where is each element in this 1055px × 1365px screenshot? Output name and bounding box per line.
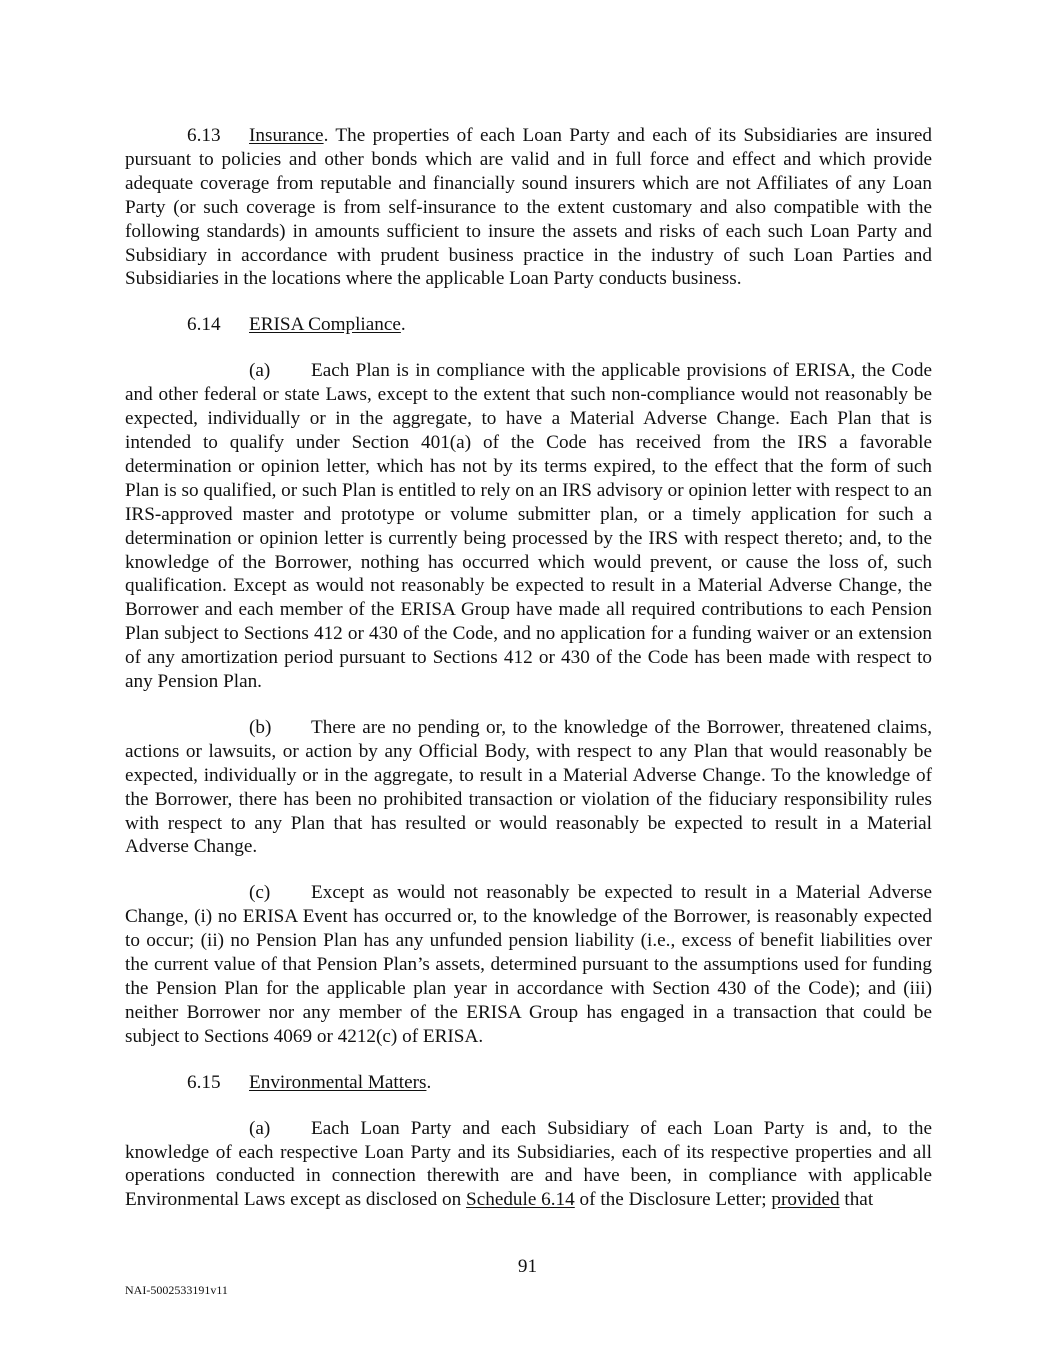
clause-label: (a) [249,1117,271,1139]
clause-text: There are no pending or, to the knowledge of the Borrower, threatened claims, actions or lawsuits, or action by any Official Body, with respect to any Plan that would reasonably be expected, individually or in the aggregate, to result in a Material Adverse Change. To the knowledge of the Borrower, there has been no prohibited transaction or violation of the fiduciary responsibility rules with respect to any Plan that has resulted or would reasonably be expected to result in a Material Adverse Change. [125,716,932,858]
section-6-14-a [125,359,932,694]
section-6-13 [125,124,932,291]
section-title: ERISA Compliance [249,314,401,336]
section-6-14-heading [125,313,932,337]
section-body: The properties of each Loan Party and each of its Subsidiaries are insured pursuant to policies and other bonds which are valid and in full force and effect and which provide adequate coverage from reputable and financially sound insurers which are not Affiliates of any Loan Party (or such coverage is from self-insurance to the extent customary and also compatible with the following standards) in amounts sufficient to insure the assets and risks of each such Loan Party and Subsidiary in accordance with prudent business practice in the industry of such Loan Parties and Subsidiaries in the locations where the applicable Loan Party conducts business. [125,125,932,290]
document-page [125,124,932,1212]
clause-text-continued: of the Disclosure Letter; [574,1189,772,1211]
document-id: NAI-5002533191v11 [125,1283,228,1297]
section-6-14-b [125,716,932,859]
clause-label: (c) [249,882,271,904]
section-title-period: . [323,125,329,146]
clause-text: Except as would not reasonably be expected to result in a Material Adverse Change, (i) no ERISA Event has occurred or, to the knowledge of the Borrower, is reasonably expected to occur; (ii) no Pension Plan has any unfunded pension liability (i.e., excess of benefit liabilities over the current value of that Pension Plan’s assets, determined pursuant to the assumptions used for funding the Pension Plan for the applicable plan year in accordance with Section 430 of the Code); and (iii) neither Borrower nor any member of the ERISA Group has engaged in a transaction that could be subject to Sections 4069 or 4212(c) of ERISA. [125,882,932,1047]
clause-text: Each Loan Party and each Subsidiary of each Loan Party is and, to the knowledge of each respective Loan Party and its Subsidiaries, each of its respective properties and all operations conducted in connection therewith are and have been, in compliance with applicable Environmental Laws except as disclosed on [125,1117,932,1211]
section-number: 6.15 [187,1071,221,1093]
section-title: Environmental Matters [249,1071,427,1093]
clause-label: (b) [249,716,272,738]
section-title-period: . [426,1071,432,1093]
schedule-reference: Schedule 6.14 [466,1189,575,1211]
section-6-14-c [125,881,932,1048]
clause-text-end: that [839,1189,874,1211]
clause-label: (a) [249,360,271,382]
section-6-15-a [125,1117,932,1213]
section-title: Insurance [249,125,324,146]
section-6-15-heading [125,1071,932,1095]
clause-text: Each Plan is in compliance with the applicable provisions of ERISA, the Code and other federal or state Laws, except to the extent that such non-compliance would not reasonably be expected, individually or in the aggregate, to have a Material Adverse Change. Each Plan that is intended to qualify under Section 401(a) of the Code has received from the IRS a favorable determination or opinion letter, which has not by its terms expired, to the effect that the form of such Plan is so qualified, or such Plan is entitled to rely on an IRS advisory or opinion letter with respect to an IRS-approved master and prototype or volume submitter plan, or a timely application for such a determination or opinion letter is currently being processed by the IRS with respect thereto; and, to the knowledge of the Borrower, nothing has occurred which would prevent, or cause the loss of, such qualification. Except as would not reasonably be expected to result in a Material Adverse Change, the Borrower and each member of the ERISA Group have made all required contributions to each Pension Plan subject to Sections 412 or 430 of the Code, and no application for a funding waiver or an extension of any amortization period pursuant to Sections 412 or 430 of the Code has been made with respect to any Pension Plan. [125,360,932,693]
section-title-period: . [400,314,406,336]
provided-term: provided [771,1189,840,1211]
section-number: 6.13 [187,125,221,146]
page-number: 91 [517,1256,538,1277]
section-number: 6.14 [187,314,221,336]
